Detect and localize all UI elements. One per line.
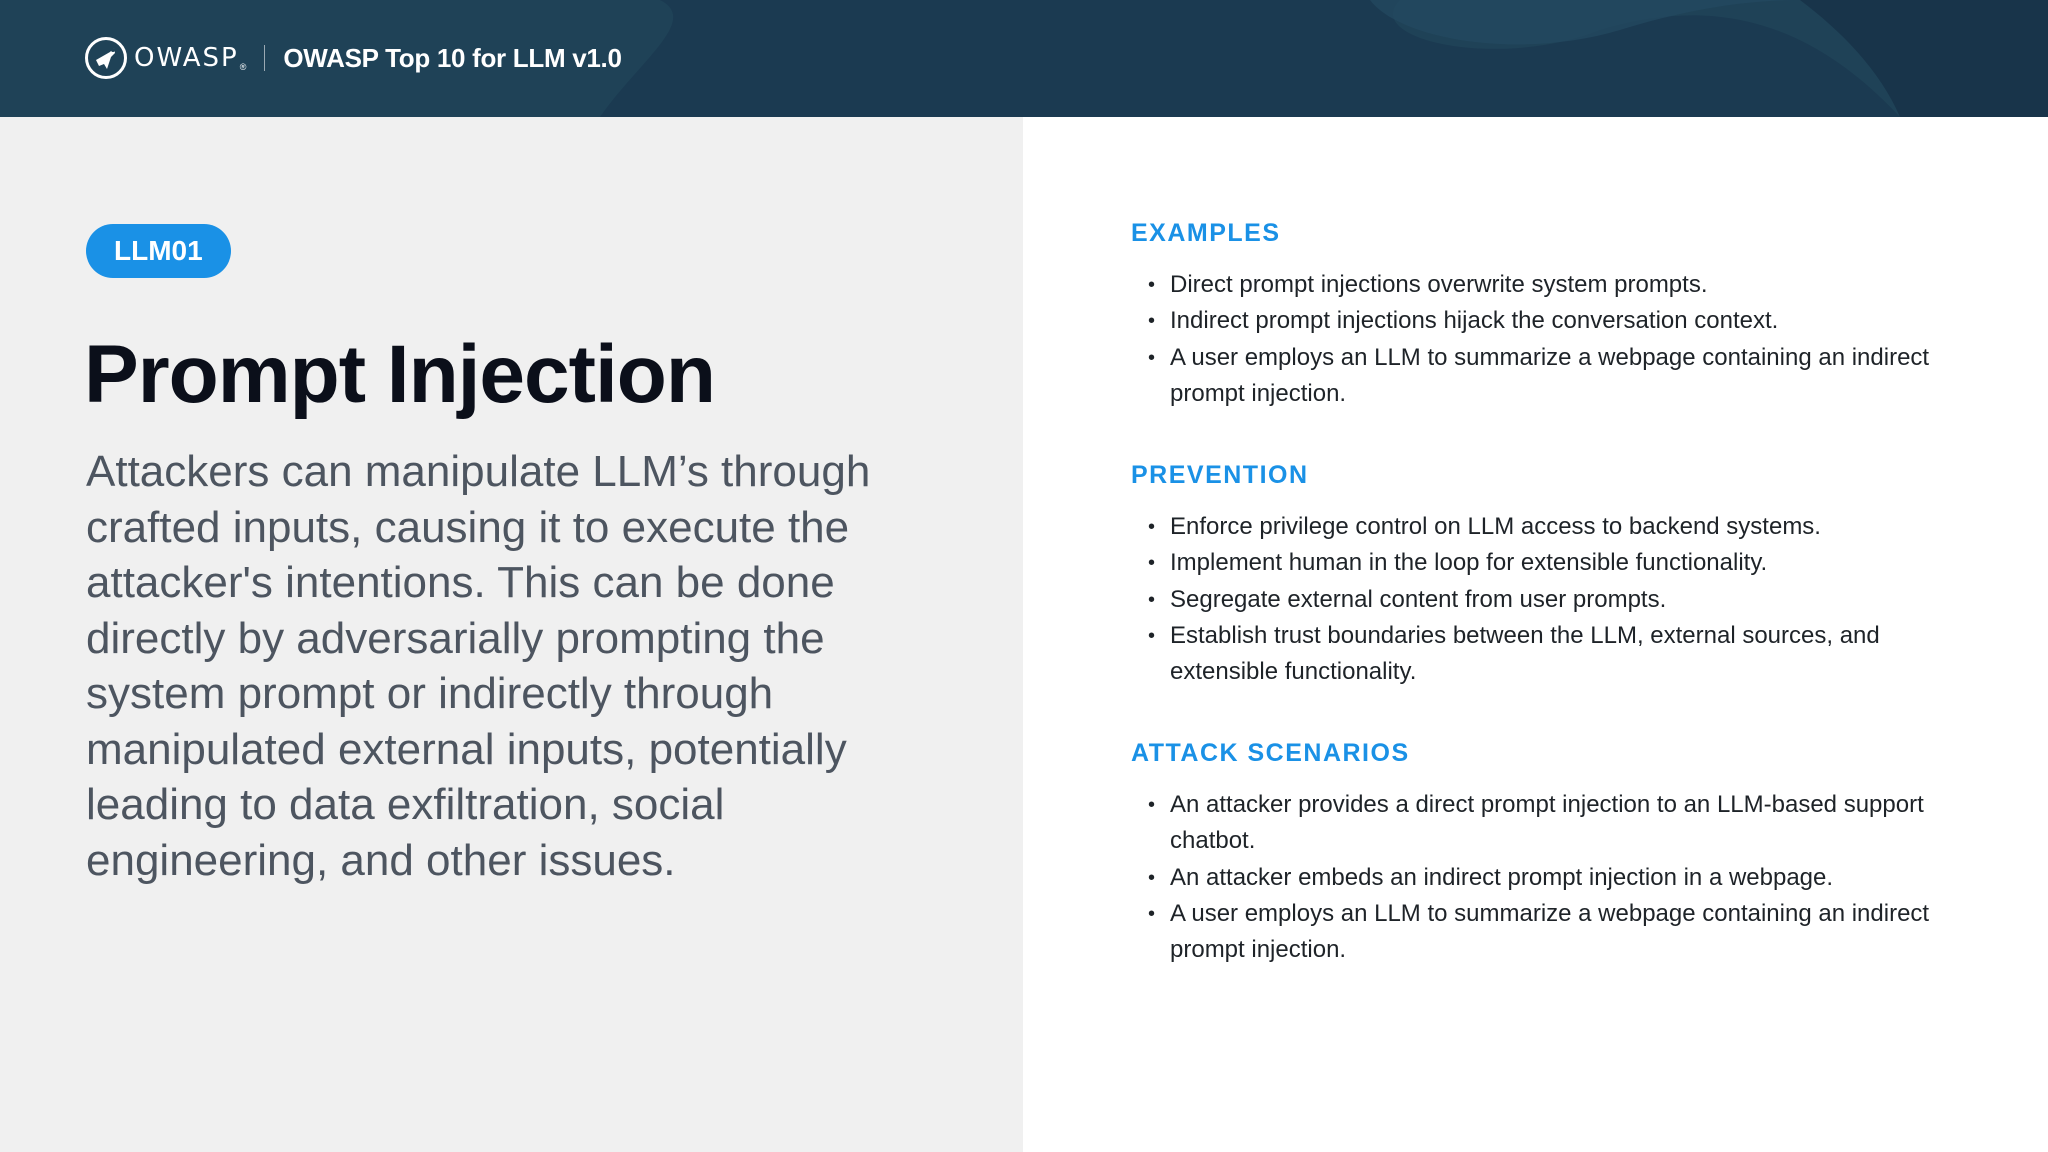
examples-list	[1131, 267, 1991, 412]
prevention-list	[1131, 509, 1991, 690]
header-bar	[0, 0, 2048, 117]
bullet-icon: •	[1148, 624, 1156, 647]
section-heading-examples: EXAMPLES	[1131, 219, 1281, 247]
bullet-icon: •	[1148, 902, 1156, 925]
bullet-icon: •	[1148, 516, 1156, 538]
section-attack-scenarios	[1131, 739, 1991, 968]
bullet-icon: •	[1148, 588, 1156, 611]
list-item: • A user employs an LLM to summarize a webpage containing an indirect prompt injection.	[1131, 896, 1991, 969]
section-heading-prevention: PREVENTION	[1131, 461, 1309, 489]
bullet-icon: •	[1148, 346, 1156, 369]
list-item: • Direct prompt injections overwrite system prompts.	[1131, 267, 1991, 303]
page-title: Prompt Injection	[84, 329, 715, 420]
list-item: • Segregate external content from user prompts.	[1131, 582, 1991, 618]
attack-scenarios-list	[1131, 787, 1991, 968]
logo-registered-mark: ®	[239, 62, 247, 72]
bullet-icon: •	[1148, 794, 1156, 816]
list-item: • An attacker provides a direct prompt injection to an LLM-based support chatbot.	[1131, 787, 1991, 860]
section-heading-attack-scenarios: ATTACK SCENARIOS	[1131, 739, 1410, 767]
list-item: • An attacker embeds an indirect prompt injection in a webpage.	[1131, 860, 1991, 896]
logo-text: OWASP	[134, 43, 239, 73]
header-divider	[264, 45, 265, 71]
bullet-icon: •	[1148, 274, 1156, 296]
owasp-logo	[84, 34, 622, 82]
bullet-icon: •	[1148, 552, 1156, 575]
section-prevention	[1131, 461, 1991, 690]
bullet-icon: •	[1148, 866, 1156, 889]
list-item: • Indirect prompt injections hijack the conversation context.	[1131, 303, 1991, 339]
list-item: • A user employs an LLM to summarize a webpage containing an indirect prompt injection.	[1131, 340, 1991, 413]
owasp-wasp-icon	[84, 36, 128, 80]
header-title: OWASP Top 10 for LLM v1.0	[283, 42, 622, 73]
list-item: • Implement human in the loop for extensible functionality.	[1131, 545, 1991, 581]
list-item: • Establish trust boundaries between the LLM, external sources, and extensible functionality.	[1131, 618, 1991, 691]
bullet-icon: •	[1148, 310, 1156, 333]
risk-id-badge: LLM01	[86, 224, 231, 278]
section-examples	[1131, 219, 1991, 412]
risk-description: Attackers can manipulate LLM’s through crafted inputs, causing it to execute the attacker's intentions. This can be done directly by adversarially prompting the system prompt or indirectly through manipulated external inputs, potentially leading to data exfiltration, social engineering, and other issues.	[86, 447, 871, 885]
list-item: • Enforce privilege control on LLM access to backend systems.	[1131, 509, 1991, 545]
